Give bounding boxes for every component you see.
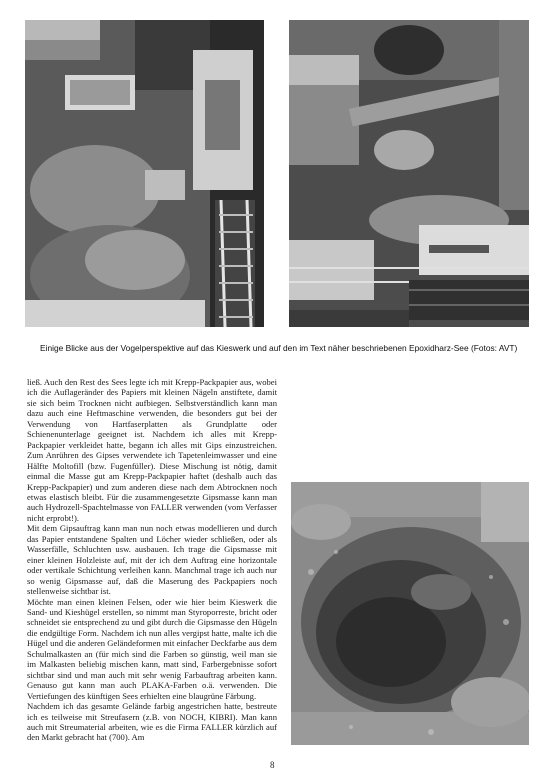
body-paragraph: Möchte man einen kleinen Felsen, oder wie hier beim Kieswerk die Sand- und Kieshügel erstellen, so nimmt man Styroporreste, bricht oder schneidet sie entsprechend zu und gibt durch die Gipsmasse den Hügeln die endgültige Form. Nachdem ich nun alles vergipst hatte, malte ich die Hügel und die anderen Geländeformen mit einfacher Deckfarbe aus dem Schulmalkasten an (für mich sind die Farben so günstig, weil man sie im Malkasten beliebig mischen kann, matt sind, Farbergebnisse sofort sichtbar sind und man auch mit sehr wenig Farbauftrag arbeiten kann. Genauso gut kann man auch PLAKA-Farben o.ä. verwenden. Die Vertiefungen des künftigen Sees erhielten eine blaugrüne Färbung. xyxy=(27,596,277,701)
photo-caption: Einige Blicke aus der Vogelperspektive auf das Kieswerk und auf den im Text näher beschriebenen Epoxidharz-See (Fotos: AVT) xyxy=(40,343,518,353)
body-paragraph: Nachdem ich das gesamte Gelände farbig angestrichen hatte, bestreute ich es teilweise mit Streufasern (z.B. von NOCH, KIBRI). Man kann auch mit Streumaterial arbeiten, wie es die Firma FALLER kürzlich auf den Markt gebracht hat (700). Am xyxy=(27,701,277,743)
photo-loading-station-aerial xyxy=(289,20,529,327)
body-paragraph: ließ. Auch den Rest des Sees legte ich mit Krepp-Packpapier aus, wobei ich die Auflageränder des Papiers mit kleinen Nägeln anstiftete, damit sie sich beim Trocknen nicht aufbiegen. Selbstverständlich kann man dazu auch eine Heftmaschine verwenden, die besonders gut bei der Verwendung von Hartfaserplatten als Grundplatte oder Schienenunterlage geeignet ist. Nachdem ich alles mit Krepp-Packpapier verkleidet hatte, begann ich alles mit Gips einzustreichen. Zum Anrühren des Gipses verwendete ich Tapetenleimwasser und eine Hälfte Moltofill (bzw. Fugenfüller). Diese Mischung ist nötig, damit einmal die Masse gut am Krepp-Packpapier haftet (deshalb auch das Krepp-Packpapier) und zum anderen diese nach dem Abtrocknen noch etwas elastisch bleibt. Für die zusammengesetzte Gipsmasse kann man auch Hydrozell-Spachtelmasse von FALLER verwenden (vom Verfasser nicht erprobt!). xyxy=(27,377,277,523)
photo-epoxy-lake xyxy=(291,482,529,745)
article-body xyxy=(27,377,277,743)
photo-gravel-works-aerial xyxy=(25,20,264,327)
page-number: 8 xyxy=(270,760,275,770)
body-paragraph: Mit dem Gipsauftrag kann man nun noch etwas modellieren und durch das Papier entstandene Spalten und Löcher wieder schließen, oder als Wasserfälle, Schluchten usw. ausbauen. Ich trage die Gipsmasse mit einer kleinen Holzleiste auf, mit der ich dem Auftrag eine horizontale oder vertikale Schichtung verleihen kann. Manchmal trage ich auch nur so wenig Gipsmasse auf, daß die Maserung des Packpapiers noch stellenweise sichtbar ist. xyxy=(27,523,277,597)
